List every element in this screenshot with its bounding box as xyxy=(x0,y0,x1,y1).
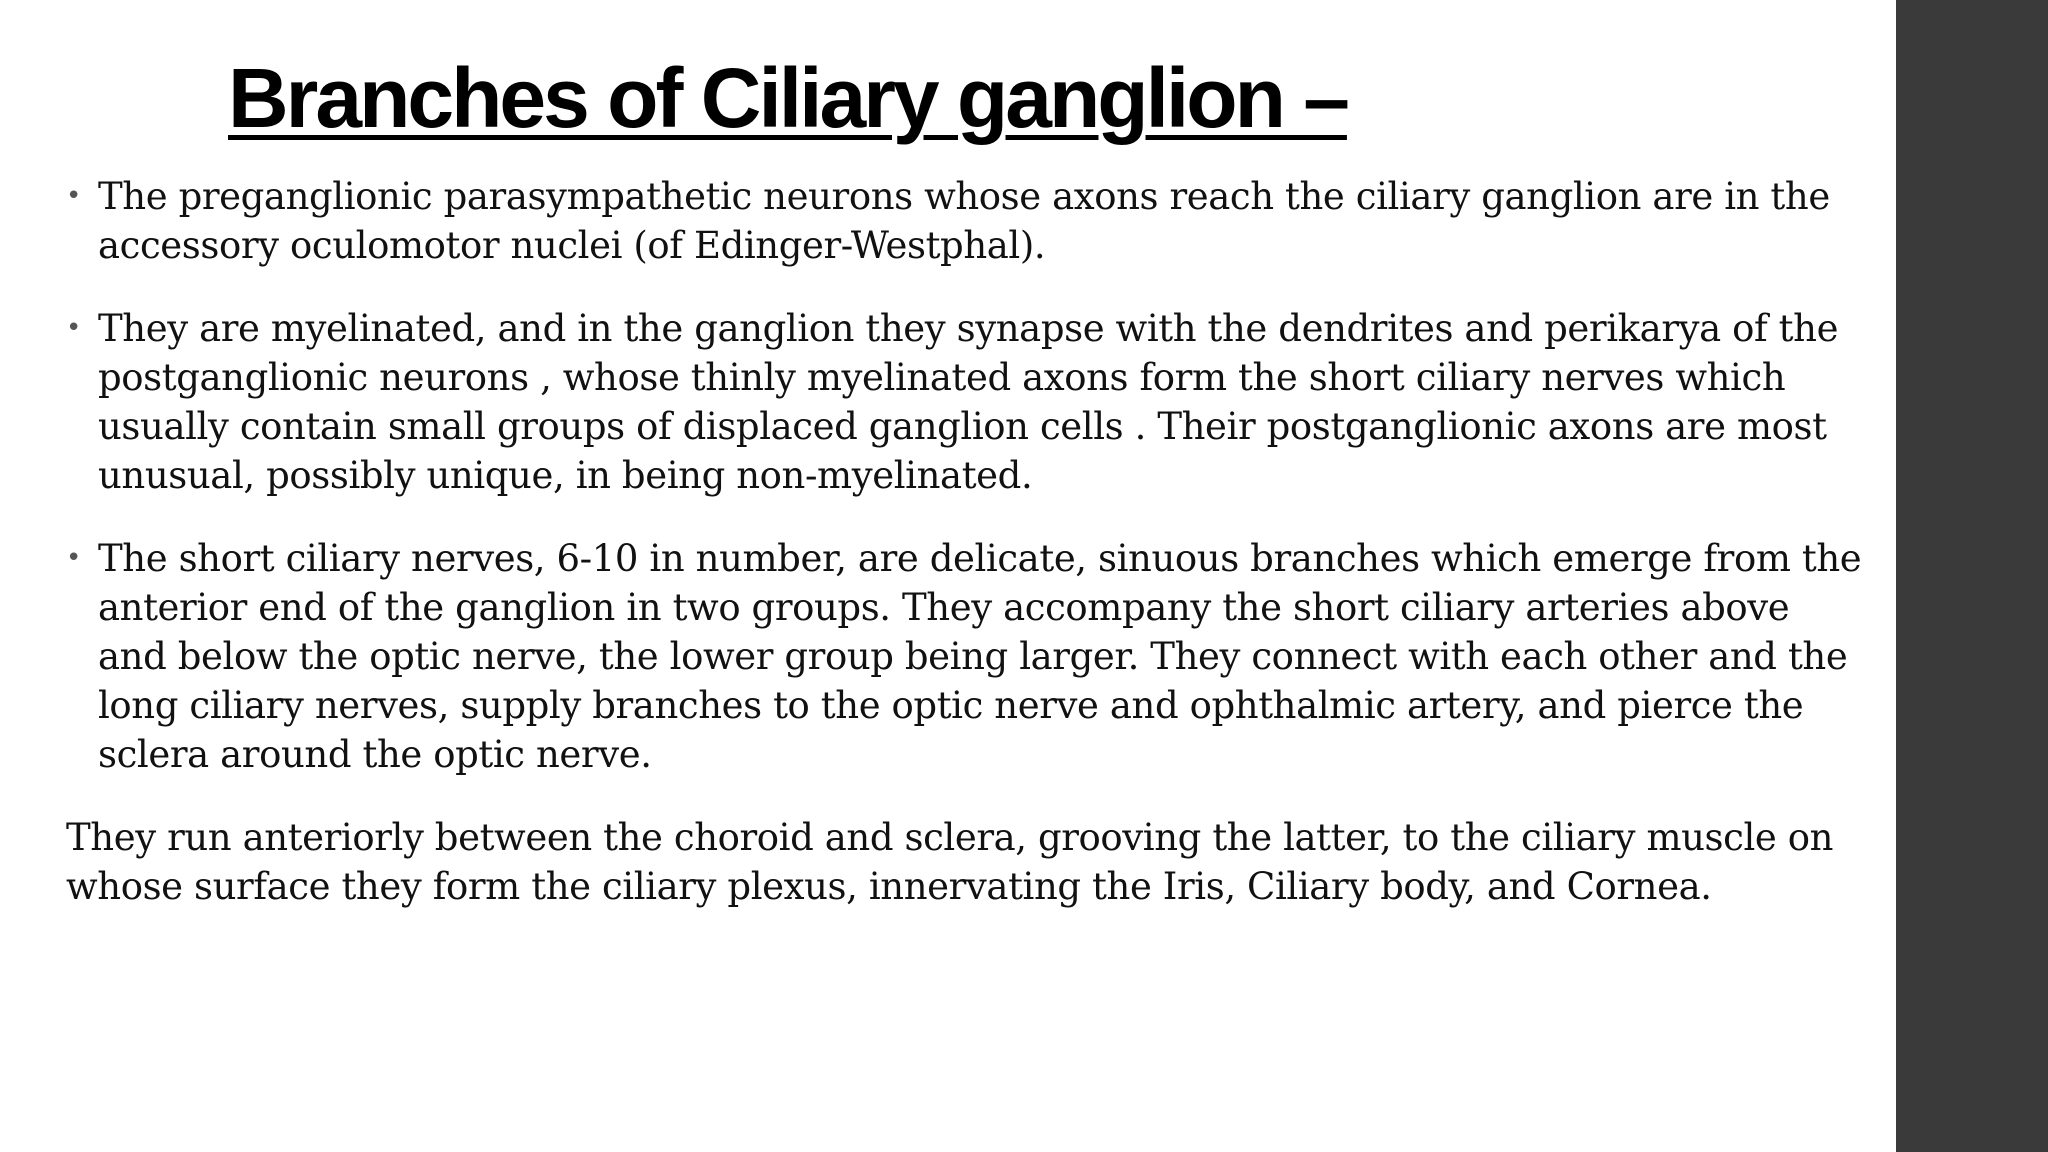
bullet-item xyxy=(66,534,1866,779)
bullet-item xyxy=(66,304,1866,500)
slide-body xyxy=(66,172,1866,911)
side-bar xyxy=(1896,0,2048,1152)
bullet-item xyxy=(66,172,1866,270)
closing-paragraph: They run anteriorly between the choroid and sclera, grooving the latter, to the ciliary muscle on whose surface they form the ciliary plexus, innervating the Iris, Ciliary body, and Cornea. xyxy=(66,816,1834,908)
slide-title: Branches of Ciliary ganglion – xyxy=(228,51,1347,145)
bullet-marker: • xyxy=(66,313,81,343)
bullet-text: They are myelinated, and in the ganglion they synapse with the dendrites and perikarya of the postganglionic neurons , whose thinly myelinated axons form the short ciliary nerves which usually contain small groups of displaced ganglion cells . Their postganglionic axons are most unusual, possibly unique, in being non-myelinated. xyxy=(98,307,1839,497)
bullet-marker: • xyxy=(66,543,81,573)
bullet-text: The short ciliary nerves, 6-10 in number, are delicate, sinuous branches which emerge from the anterior end of the ganglion in two groups. They accompany the short ciliary arteries above and below the optic nerve, the lower group being larger. They connect with each other and the long ciliary nerves, supply branches to the optic nerve and ophthalmic artery, and pierce the sclera around the optic nerve. xyxy=(98,537,1862,776)
bullet-text: The preganglionic parasympathetic neurons whose axons reach the ciliary ganglion are in the accessory oculomotor nuclei (of Edinger-Westphal). xyxy=(98,175,1830,267)
bullet-marker: • xyxy=(66,181,81,211)
